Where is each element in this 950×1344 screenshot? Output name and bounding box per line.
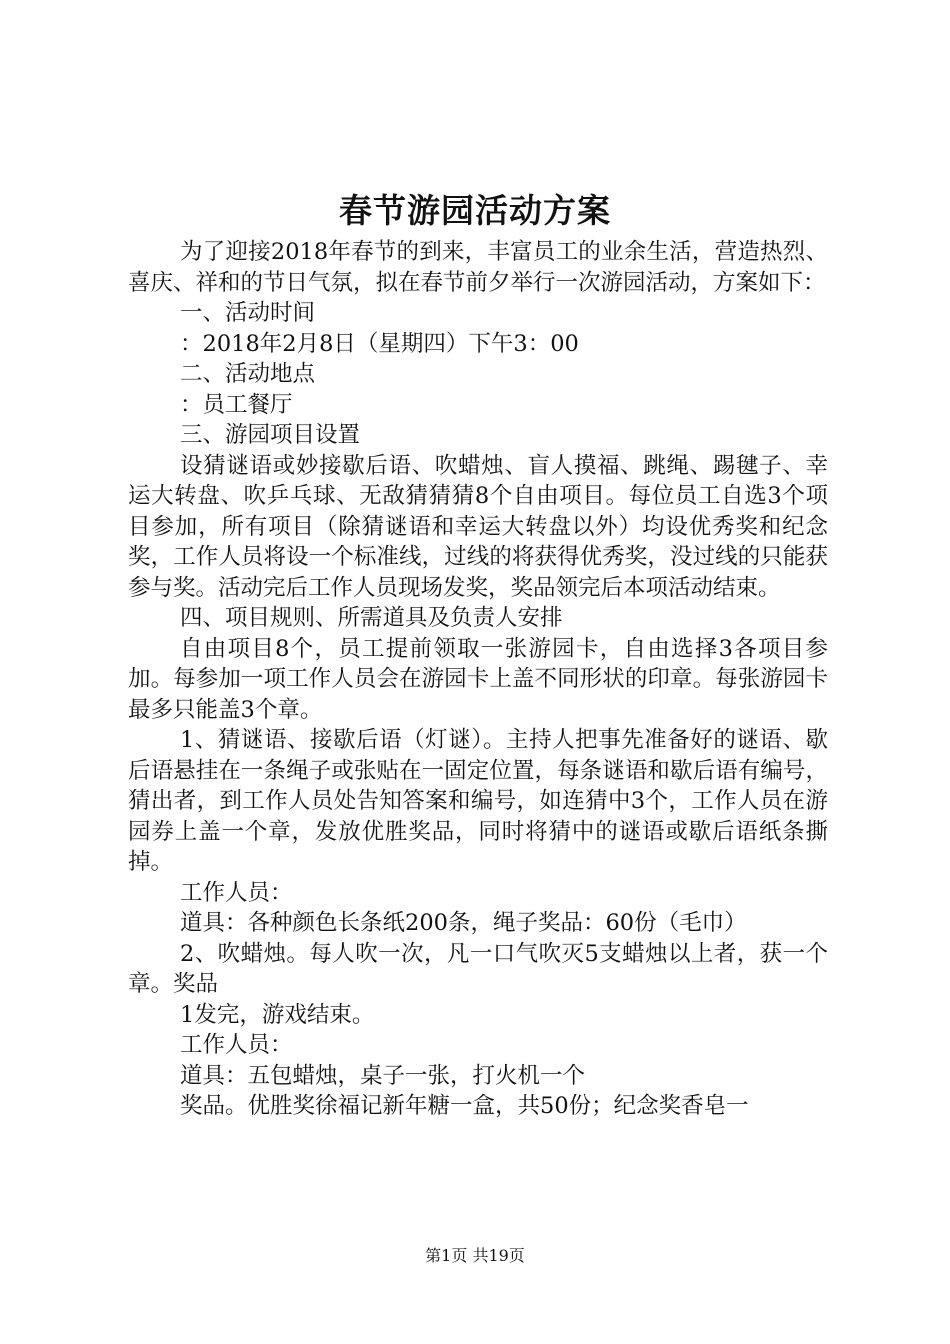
paragraph-rules: 自由项目8个，员工提前领取一张游园卡，自由选择3各项目参加。每参加一项工作人员会在游园卡上盖不同形状的印章。每张游园卡最多只能盖3个章。 — [128, 635, 828, 723]
document-body — [128, 237, 828, 1122]
paragraph-project-setup: 设猜谜语或妙接歇后语、吹蜡烛、盲人摸福、跳绳、踢毽子、幸运大转盘、吹乒乓球、无敌猜猜猜8个自由项目。每位员工自选3个项目参加，所有项目（除猜谜语和幸运大转盘以外）均设优秀奖和纪念奖，工作人员将设一个标准线，过线的将获得优秀奖，没过线的只能获参与奖。活动完后工作人员现场发奖，奖品领完后本项活动结束。 — [128, 452, 828, 601]
document-title: 春节游园活动方案 — [339, 191, 611, 230]
paragraph-intro: 为了迎接2018年春节的到来，丰富员工的业余生活，营造热烈、喜庆、祥和的节日气氛，拟在春节前夕举行一次游园活动，方案如下： — [128, 239, 828, 296]
paragraph-activity-time: ：2018年2月8日（星期四）下午3：00 — [180, 330, 579, 357]
paragraph-candles: 2、吹蜡烛。每人吹一次，凡一口气吹灭5支蜡烛以上者，获一个章。奖品 — [128, 940, 828, 997]
paragraph-staff-2: 工作人员： — [180, 1032, 293, 1058]
paragraph-staff-1: 工作人员： — [180, 879, 293, 906]
paragraph-prizes: 奖品。优胜奖徐福记新年糖一盒，共50份；纪念奖香皂一 — [180, 1093, 749, 1119]
paragraph-riddles: 1、猜谜语、接歇后语（灯谜）。主持人把事先准备好的谜语、歇后语悬挂在一条绳子或张贴在一固定位置，每条谜语和歇后语有编号，猜出者，到工作人员处告知答案和编号，如连猜中3个，工作人员在游园券上盖一个章，发放优胜奖品，同时将猜中的谜语或歇后语纸条撕掉。 — [128, 727, 828, 875]
heading-activity-time: 一、活动时间 — [180, 300, 316, 326]
paragraph-game-end: 1发完，游戏结束。 — [180, 1001, 375, 1028]
paragraph-props-1: 道具：各种颜色长条纸200条，绳子奖品：60份（毛巾） — [180, 910, 747, 936]
paragraph-activity-location: ：员工餐厅 — [180, 391, 293, 418]
heading-activity-location: 二、活动地点 — [180, 361, 316, 387]
heading-rules: 四、项目规则、所需道具及负责人安排 — [180, 605, 563, 631]
page-footer: 第1页 共19页 — [425, 1246, 525, 1265]
paragraph-props-2: 道具：五包蜡烛，桌子一张，打火机一个 — [180, 1062, 586, 1089]
heading-project-setup: 三、游园项目设置 — [180, 422, 361, 448]
